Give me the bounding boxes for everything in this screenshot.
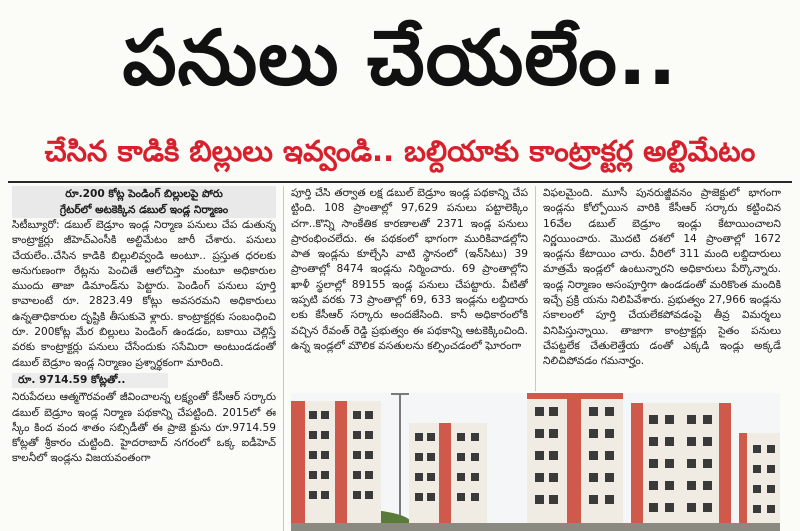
article-paragraph-1: సిటీబ్యూరో: డబుల్ బెడ్రూం ఇండ్ల నిర్మాణ పనులు చేప డుతున్న కాంట్రాక్టర్లు జీహెచ్ఎంసీకి అల్టిమేటం జారీ చేశారు. పనులు చేయలేం..చేసిన కాడికి బిల్లులివ్వండి అంటూ.. ప్రస్తుత ధరలకు అనుగుణంగా రేట్లను పెంచితే ఆలోచిస్తా మంటూ అధికారుల ముందు తాజా డిమాండ్‌ను పెట్టారు. పెండింగ్ పనులు పూర్తి కావాలంటే రూ. 2823.49 కోట్లు అవసరమని అధికారులు ఉన్నతాధికారుల దృష్టికి తీసుకువె ళ్లారు. కాంట్రాక్టర్లకు సంబంధించి రూ. 200కోట్ల మేర బిల్లులు పెండింగ్ ఉండడం, బకాయి చెల్లిస్తే వరకు కాంట్రాక్టర్లు పనులు చేసేందుకు ససేమిరా అంటుండడంతో డబుల్ బెడ్రూం ఇండ్ల నిర్మాణం ప్రశ్నార్థకంగా మారింది. (12, 219, 276, 369)
left-column (12, 186, 276, 531)
article-paragraph-4: విఫలమైంది. మూసీ పునరుజ్జీవనం ప్రాజెక్టులో భాగంగా ఇండ్లను కోల్పోయిన వారికి కేసీఆర్ సర్కారు కట్టించిన 16వేల డబుల్ బెడ్రూం ఇండ్లు కేటాయించాలని నిర్ణయించారు. మొదటి దశలో 14 ప్రాంతాల్లో 1672 ఇండ్లను కేటాయిం చారు. వీరిలో 311 మంది లబ్దిదారులు మాత్రమే ఇండ్లలో ఉంటున్నారని అధికారులు పేర్కొన్నారు. ఇండ్ల నిర్మాణం అసంపూర్తిగా ఉండడంతో మరికొంత మందికి ఇచ్చే ప్రక్రి యను నిలిపివేశారు. ప్రభుత్వం 27,966 ఇండ్లను సకాలంలో పూర్తి చేయలేకపోవడంపై తీవ్ర విమర్శలు వినిపిస్తున్నాయి. తాజాగా కాంట్రాక్టర్లు సైతం పనులు చేపట్టలేక చేతులెత్తేయ డంతో ఎక్కడి ఇండ్లు అక్కడే నిలిచిపోవడం గమనార్హం. (543, 187, 781, 368)
headline: పనులు చేయలేం.. (122, 13, 678, 102)
kicker-line-2: గ్రేటర్‌లో అటకెక్కిన డబుల్ ఇండ్ల నిర్మాణం (12, 202, 276, 218)
subheadline: చేసిన కాడికి బిల్లులు ఇవ్వండి.. బల్దియాకు కాంట్రాక్టర్ల అల్టిమేటం (44, 134, 756, 168)
article-paragraph-2: నిరుపేదలు ఆత్మగౌరవంతో జీవించాలన్న లక్ష్యంతో కేసీఆర్ సర్కారు డబుల్ బెడ్రూం ఇండ్ల నిర్మాణ పథకాన్ని చేపట్టింది. 2015లో ఈ స్కీం కింద వంద శాతం సబ్సిడీతో ఈ ప్రాజె క్టును రూ.9714.59 కోట్లతో శ్రీకారం చుట్టింది. హైదరాబాద్ నగరంలో ఒక్క ఐడీహెచ్ కాలనీలో ఇండ్లను విజయవంతంగా (12, 391, 276, 465)
article-paragraph-3: పూర్తి చేసి తర్వాత లక్ష డబుల్ బెడ్రూం ఇండ్ల పథకాన్ని చేప ట్టింది. 108 ప్రాంతాల్లో 97,629 పనులు పట్టాలెక్కిం చగా..కొన్ని సాంకేతిక కారణాలతో 2371 ఇండ్ల పనులు ప్రారంభించలేదు. ఈ పథకంలో భాగంగా మురికివాడల్లోని పాత ఇండ్లను కూల్చేసి వాటి స్థానంలో (ఇన్‌సిటు) 39 ప్రాంతాల్లో 8474 ఇండ్లను నిర్మించారు. 69 ప్రాంతాల్లోని ఖాళీ స్థలాల్లో 89155 ఇండ్ల పనులు చేపట్టారు. వీటితో ఇప్పటి వరకు 73 ప్రాంతాల్లో 69, 633 ఇండ్లను లబ్దిదారు లకు కేసీఆర్ సర్కారు అందజేసింది. కానీ అధికారంలోకి వచ్చిన రేవంత్ రెడ్డి ప్రభుత్వం ఈ పథకాన్ని ఆటకెక్కించింది. ఉన్న ఇండ్లలో మౌలిక వసతులను కల్పించడంలో ఘోరంగా (291, 187, 528, 352)
apartment-buildings-photo (291, 393, 780, 531)
kicker-line-1: రూ.200 కోట్ల పెండింగ్ బిల్లులపై పోరు (12, 186, 276, 202)
column-divider (535, 186, 536, 391)
right-column (543, 186, 781, 389)
headline-rule (8, 181, 792, 183)
subheading-highlight: రూ. 9714.59 కోట్లతో.. (12, 373, 168, 388)
column-divider (283, 186, 284, 531)
middle-column (291, 186, 528, 389)
